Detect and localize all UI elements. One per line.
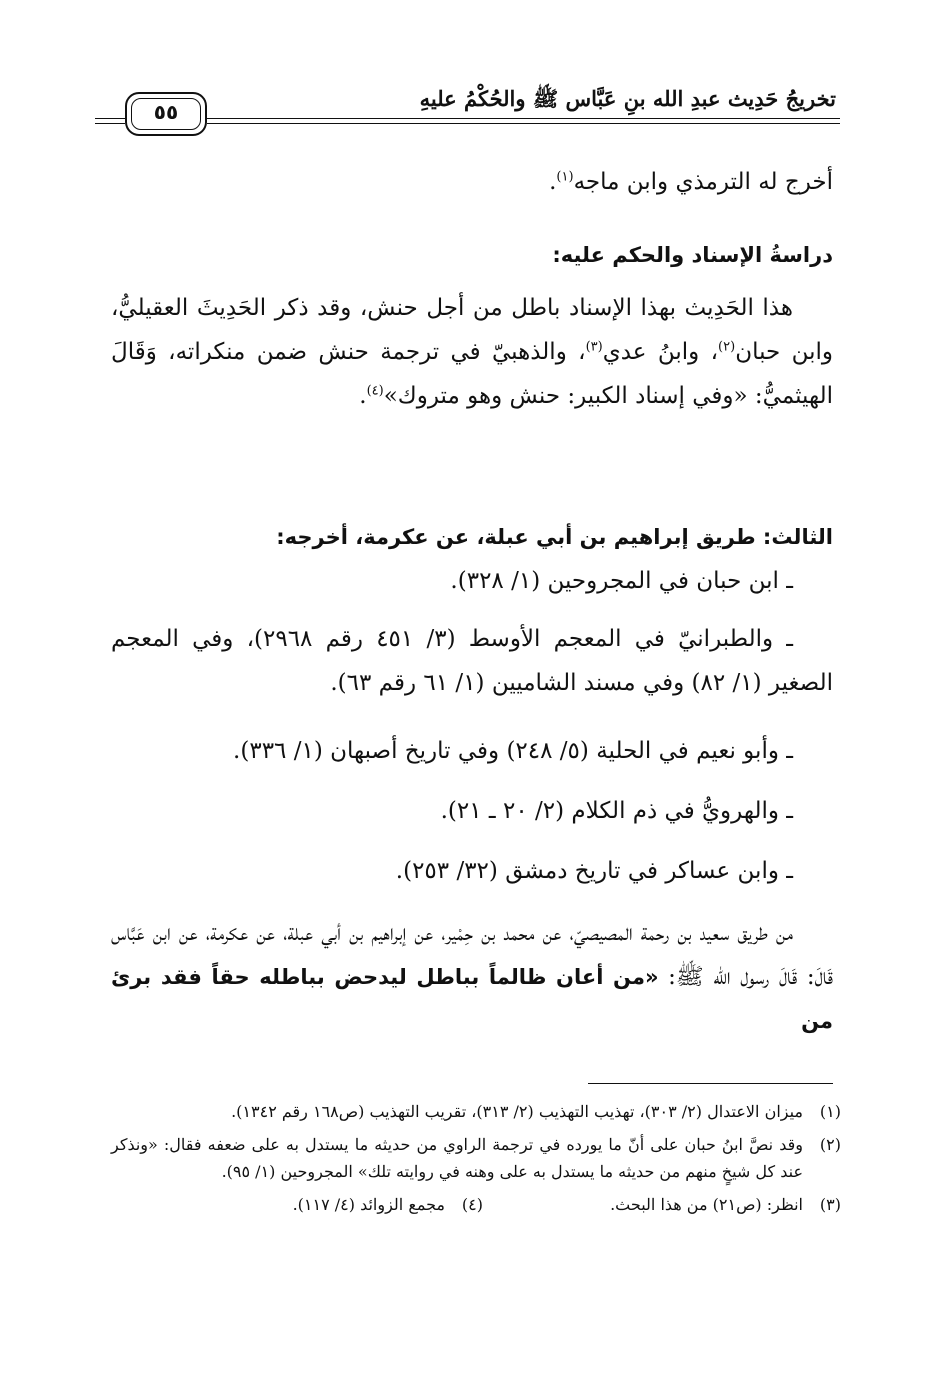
footnote-number: (١) [819, 1102, 841, 1121]
footnote-number: (٣) [819, 1195, 841, 1214]
running-title: تخريجُ حَدِيث عبدِ الله بنِ عَبَّاس ﷺ والحُكْمُ عليهِ [419, 86, 836, 111]
page-number-frame [125, 92, 207, 136]
header-rule [95, 118, 125, 119]
footnote [111, 1098, 841, 1125]
footnote-number: (٢) [819, 1135, 841, 1154]
footnote [483, 1191, 841, 1218]
page-header [95, 82, 840, 142]
paragraph-text: من طريق سعيد بن رحمة المصيصيّ، عن محمد بن حِمْير، عن إبراهيم بن أبي عبلة، عن عكرمة، عن ابن عَبَّاس قَالَ: قَالَ رسول الله ﷺ: [111, 920, 833, 990]
page-number: ٥٥ [153, 100, 179, 124]
footnotes [111, 1098, 841, 1218]
footnote [115, 1191, 483, 1218]
section-heading: دراسةُ الإسناد والحكم عليه: [552, 243, 833, 267]
footnote-ref: (٢) [718, 339, 736, 355]
footnote-ref: (١) [556, 169, 574, 185]
paragraph-1 [111, 160, 833, 204]
paragraph-text: ، والذهبيّ في ترجمة حنش ضمن منكراته، وَقَالَ الهيثميُّ: «وفي إسناد الكبير: حنش وهو متروك» [111, 339, 833, 409]
header-rule [207, 123, 840, 124]
footnote-text: مجمع الزوائد (٤/ ١١٧). [292, 1195, 445, 1214]
paragraph-3 [111, 911, 833, 1043]
footnote-ref: (٤) [366, 383, 384, 399]
paragraph-end: . [359, 383, 367, 409]
paragraph-text: ، وابنُ عدي [602, 339, 719, 365]
footnote-text: انظر: (ص٢١) من هذا البحث. [610, 1195, 803, 1214]
footnote-number: (٤) [461, 1195, 483, 1214]
footnote-text: وقد نصَّ ابنُ حبان على أنّ ما يورده في ترجمة الراوي من حديثه ما يستدل به على ضعفه فقال: «ونذكر عند كل شيخٍ منهم من حديثه ما يستدل به على وهنه في روايته تلك» المجروحين (١/ ٩٥). [111, 1135, 803, 1181]
footnote-text: ميزان الاعتدال (٢/ ٣٠٣)، تهذيب التهذيب (٢/ ٣١٣)، تقريب التهذيب (ص١٦٨ رقم ١٣٤٢). [231, 1102, 803, 1121]
header-rule [95, 123, 125, 124]
header-rule [207, 118, 840, 119]
list-item: ـ وأبو نعيم في الحلية (٥/ ٢٤٨) وفي تاريخ أصبهان (١/ ٣٣٦). [233, 738, 793, 764]
paragraph-text: هذا الحَدِيث بهذا الإسناد باطل من أجل حنش، وقد ذكر الحَدِيثَ العقيليُّ، وابن حبان [111, 295, 833, 365]
paragraph-end: . [549, 169, 557, 195]
paragraph-text: أخرج له الترمذي وابن ماجه [573, 169, 833, 195]
list-item: ـ ابن حبان في المجروحين (١/ ٣٢٨). [450, 568, 793, 594]
list-item: ـ والطبرانيّ في المعجم الأوسط (٣/ ٤٥١ رقم ٢٩٦٨)، وفي المعجم الصغير (١/ ٨٢) وفي مسند الشاميين (١/ ٦١ رقم ٦٣). [111, 626, 833, 696]
section-heading: الثالث: طريق إبراهيم بن أبي عبلة، عن عكرمة، أخرجه: [276, 525, 833, 549]
paragraph-2 [111, 286, 833, 418]
footnote-ref: (٣) [585, 339, 603, 355]
list-item: ـ والهرويُّ في ذم الكلام (٢/ ٢٠ ـ ٢١). [440, 798, 793, 824]
footnote-row [111, 1191, 841, 1218]
footnote [111, 1131, 841, 1185]
hadith-text: «من أعان ظالماً بباطل ليدحض بباطله حقاً فقد برئ من [111, 965, 833, 1033]
footnote-separator [588, 1083, 833, 1084]
list-item: ـ وابن عساكر في تاريخ دمشق (٣٢/ ٢٥٣). [395, 858, 793, 884]
